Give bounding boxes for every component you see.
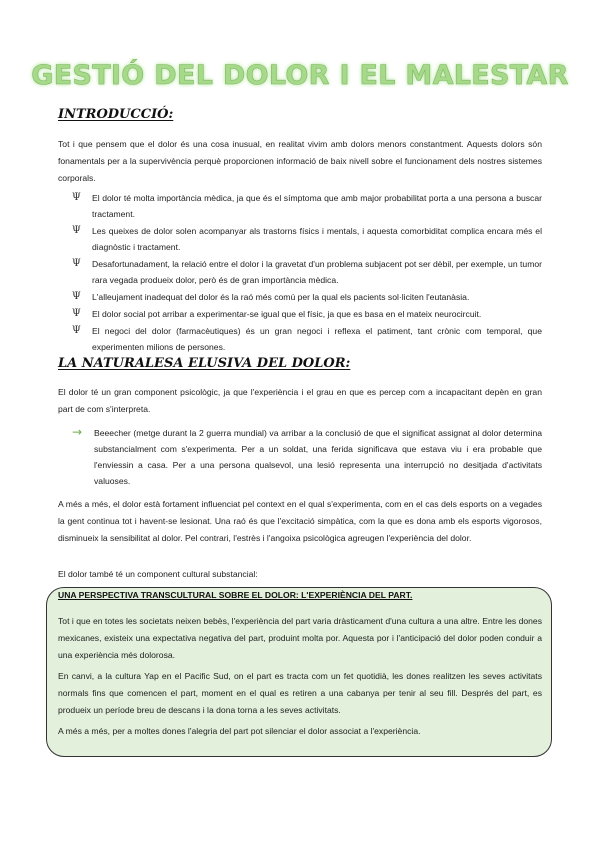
psi-bullet-icon: Ψ <box>72 258 81 269</box>
list-item: Ψ El dolor social pot arribar a experimentar-se igual que el físic, ja que es basa en el mateix neurocircuit. <box>72 306 542 322</box>
psi-bullet-icon: Ψ <box>72 225 81 236</box>
psi-bullet-icon: Ψ <box>72 325 81 336</box>
list-item: Ψ Les queixes de dolor solen acompanyar als trastorns físics i mentals, i aquesta comorbiditat complica encara més el diagnòstic i tractament. <box>72 225 542 252</box>
arrow-list-item <box>72 425 542 489</box>
nature-paragraph-1: El dolor té un gran component psicològic, ja que l'experiència i el grau en que es percep com a incapacitant depèn en gran part de com s'interpreta. <box>58 387 542 414</box>
list-item: Ψ Desafortunadament, la relació entre el dolor i la gravetat d'un problema subjacent pot ser dèbil, per exemple, un tumor rara vegada produeix dolor, però és de gran importància mèdica. <box>72 258 542 285</box>
callout-title: UNA PERSPECTIVA TRANSCULTURAL SOBRE EL DOLOR: L'EXPERIÈNCIA DEL PART. <box>58 590 413 600</box>
nature-paragraph-2: A més a més, el dolor està fortament influenciat pel context en el qual s'experimenta, com en el cas dels esports on a vegades la gent continua tot i havent-se lesionat. Una raó és que l'excitació simpàtica, com la que es dona amb els esports vigorosos, disminueix la sensibilitat al dolor. Pel contrari, l'estrès i l'angoixa psicològica agreugen l'experiència del dolor. <box>58 499 542 543</box>
psi-bullet-icon: Ψ <box>72 308 81 319</box>
nature-paragraph-3: El dolor també té un component cultural substancial: <box>58 569 258 579</box>
callout-paragraph-2: En canvi, a la cultura Yap en el Pacific Sud, on el part es tracta com un fet quotidià, les dones realitzen les seves activitats normals fins que comencen el part, moment en el qual es retiren a una cabanya per tenir al seu fill. Després del part, es produeix un període breu de descans i la dona torna a les seves activitats. <box>58 671 542 715</box>
arrow-item-text: Beeecher (metge durant la 2 guerra mundial) va arribar a la conclusió de que el significat assignat al dolor determina substancialment com s'experimenta. Per a un soldat, una ferida significava que estava viu i era probable que l'enviessin a casa. Per a una persona qualsevol, una lesió representa una interrupció no desitjada d'activitats valuoses. <box>94 428 542 486</box>
section-heading-intro: INTRODUCCIÓ: <box>58 107 174 122</box>
callout-paragraph-1: Tot i que en totes les societats neixen bebès, l'experiència del part varia dràsticament d'una cultura a una altre. Entre les dones mexicanes, existeix una expectativa negativa del part, produint molta por. Aquesta por i l'anticipació del dolor poden conduir a una experiència més dolorosa. <box>58 616 542 660</box>
page-title: GESTIÓ DEL DOLOR I EL MALESTAR <box>31 60 569 91</box>
intro-paragraph: Tot i que pensem que el dolor és una cosa inusual, en realitat vivim amb dolors menors constantment. Aquests dolors són fonamentals per a la supervivència perquè proporcionen informació de baix nivell sobre el funcionament dels nostres sistemes corporals. <box>58 139 542 183</box>
section-heading-nature: LA NATURALESA ELUSIVA DEL DOLOR: <box>58 356 351 371</box>
list-item: Ψ L'alleujament inadequat del dolor és la raó més comú per la qual els pacients sol·liciten l'eutanàsia. <box>72 289 542 305</box>
psi-bullet-icon: Ψ <box>72 291 81 302</box>
intro-bullet-list <box>72 190 542 356</box>
list-item: Ψ El dolor té molta importància mèdica, ja que és el símptoma que amb major probabilitat porta a una persona a buscar tractament. <box>72 192 542 219</box>
callout-paragraph-3: A més a més, per a moltes dones l'alegria del part pot silenciar el dolor associat a l'experiència. <box>58 726 421 736</box>
arrow-right-icon: → <box>72 425 83 439</box>
list-item: Ψ El negoci del dolor (farmacèutiques) és un gran negoci i reflexa el patiment, tant crònic com temporal, que experimenten milions de persones. <box>72 325 542 352</box>
psi-bullet-icon: Ψ <box>72 192 81 203</box>
